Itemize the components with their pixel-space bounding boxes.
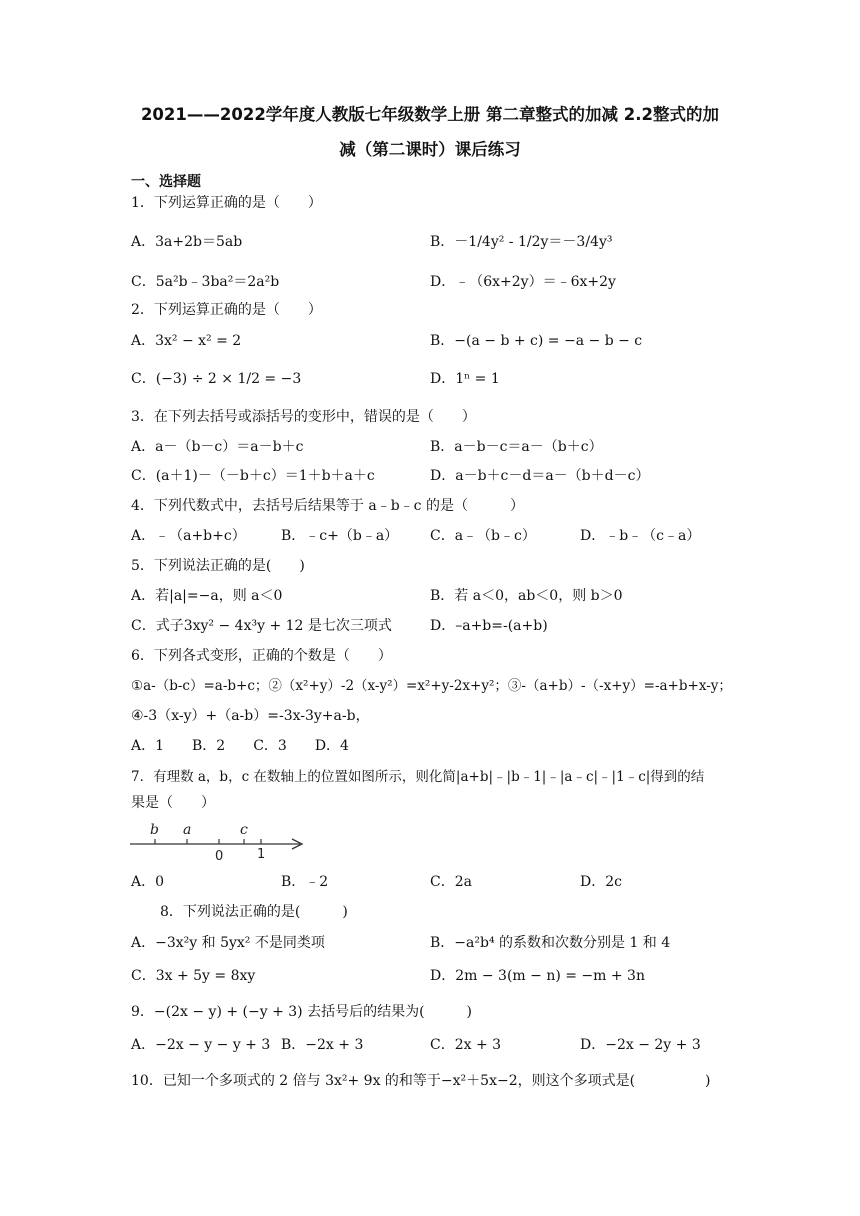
question-7-option-b: B．﹣2 bbox=[281, 874, 329, 890]
question-7-stem-line-2: 果是（ ） bbox=[131, 795, 215, 811]
question-6-stem: 6．下列各式变形，正确的个数是（ ） bbox=[131, 648, 392, 664]
question-9-option-c: C．2x + 3 bbox=[430, 1037, 502, 1053]
question-7-option-c: C．2a bbox=[430, 874, 472, 890]
question-5-option-a: A．若|a|=−a，则 a＜0 bbox=[131, 588, 283, 604]
question-4-stem: 4．下列代数式中，去括号后结果等于 a﹣b﹣c 的是（ ） bbox=[131, 498, 524, 514]
document-title-line-1: 2021——2022学年度人教版七年级数学上册 第二章整式的加减 2.2整式的加 bbox=[140, 105, 720, 124]
document-title-line-2: 减（第二课时）课后练习 bbox=[339, 140, 521, 159]
question-8-stem: 8．下列说法正确的是( ) bbox=[160, 904, 348, 920]
question-8-option-b: B．−a²b⁴ 的系数和次数分别是 1 和 4 bbox=[430, 935, 671, 951]
section-heading: 一、选择题 bbox=[131, 174, 201, 190]
question-3-option-b: B．a－b－c＝a－（b＋c） bbox=[430, 439, 603, 455]
question-6-statements-line-2: ④-3（x-y）+（a-b）=-3x-3y+a-b， bbox=[131, 708, 370, 724]
question-9-option-b: B．−2x + 3 bbox=[281, 1037, 364, 1053]
question-9-option-a: A．−2x − y − y + 3 bbox=[131, 1037, 271, 1053]
question-2-option-c: C．(−3) ÷ 2 × 1/2 = −3 bbox=[131, 371, 302, 387]
question-7-option-a: A．0 bbox=[131, 874, 165, 890]
question-9-stem: 9．−(2x − y) + (−y + 3) 去括号后的结果为( ) bbox=[131, 1004, 473, 1020]
question-6-options: A．1 B．2 C．3 D．4 bbox=[131, 738, 349, 754]
label-one: 1 bbox=[257, 847, 266, 862]
question-2-option-a: A．3x² − x² = 2 bbox=[131, 333, 242, 349]
label-c: c bbox=[240, 822, 248, 838]
question-8-option-c: C．3x + 5y = 8xy bbox=[131, 968, 256, 984]
question-7-option-d: D．2c bbox=[580, 874, 622, 890]
question-6-statements-line-1: ①a-（b-c）=a-b+c；②（x²+y）-2（x-y²）=x²+y-2x+y²；③-（a+b）-（-x+y）=-a+b+x-y； bbox=[131, 678, 732, 694]
question-3-option-d: D．a－b＋c－d＝a－（b＋d－c） bbox=[430, 468, 650, 484]
question-5-option-d: D．–a+b=-(a+b) bbox=[430, 618, 548, 634]
label-zero: 0 bbox=[215, 849, 224, 864]
question-5-option-c: C．式子3xy² − 4x³y + 12 是七次三项式 bbox=[131, 618, 392, 634]
question-7-stem-line-1: 7．有理数 a，b，c 在数轴上的位置如图所示，则化简|a+b|﹣|b﹣1|﹣|a﹣c|﹣|1﹣c|得到的结 bbox=[131, 769, 705, 785]
question-2-option-b: B．−(a − b + c) = −a − b − c bbox=[430, 333, 643, 349]
question-3-stem: 3．在下列去括号或添括号的变形中，错误的是（ ） bbox=[131, 409, 476, 425]
question-3-option-c: C．(a＋1)－（－b＋c）＝1＋b＋a＋c bbox=[131, 468, 375, 484]
question-1-option-c: C．5a²b﹣3ba²＝2a²b bbox=[131, 274, 280, 290]
question-8-option-a: A．−3x²y 和 5yx² 不是同类项 bbox=[131, 935, 325, 951]
label-b: b bbox=[150, 822, 159, 838]
question-4-option-a: A．﹣（a+b+c） bbox=[131, 528, 246, 544]
question-1-option-d: D．﹣（6x+2y）＝﹣6x+2y bbox=[430, 274, 616, 290]
number-line-figure bbox=[128, 818, 308, 864]
question-8-option-d: D．2m − 3(m − n) = −m + 3n bbox=[430, 968, 645, 984]
question-4-option-c: C．a﹣（b﹣c） bbox=[430, 528, 536, 544]
question-1-option-b: B．－1/4y² - 1/2y＝－3/4y³ bbox=[430, 234, 613, 250]
question-3-option-a: A．a－（b－c）＝a－b＋c bbox=[131, 439, 304, 455]
question-2-option-d: D．1ⁿ = 1 bbox=[430, 371, 500, 387]
question-5-option-b: B．若 a＜0，ab＜0，则 b＞0 bbox=[430, 588, 623, 604]
question-9-option-d: D．−2x − 2y + 3 bbox=[580, 1037, 701, 1053]
question-5-stem: 5．下列说法正确的是( ) bbox=[131, 558, 305, 574]
question-1-stem: 1．下列运算正确的是（ ） bbox=[131, 195, 322, 211]
question-2-stem: 2．下列运算正确的是（ ） bbox=[131, 302, 322, 318]
question-10-stem: 10．已知一个多项式的 2 倍与 3x²+ 9x 的和等于−x²＋5x−2，则这个多项式是( ) bbox=[131, 1073, 711, 1089]
question-4-option-d: D．﹣b﹣（c﹣a） bbox=[580, 528, 701, 544]
label-a: a bbox=[183, 822, 192, 838]
question-1-option-a: A．3a+2b＝5ab bbox=[131, 234, 243, 250]
question-4-option-b: B．﹣c+（b﹣a） bbox=[281, 528, 399, 544]
